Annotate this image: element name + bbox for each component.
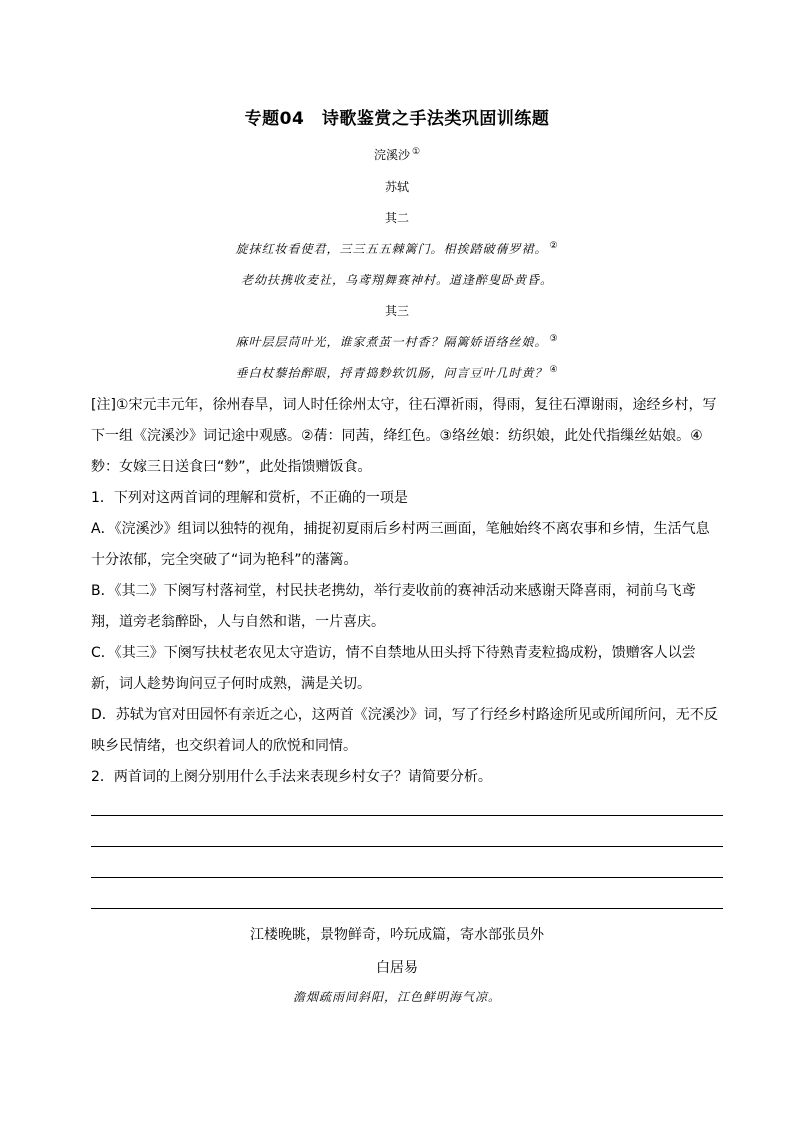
page-title: 专题04 诗歌鉴赏之手法类巩固训练题 bbox=[244, 109, 550, 129]
poem1-part3-line1-row bbox=[0, 333, 794, 350]
poem1-title: 浣溪沙 bbox=[373, 148, 410, 162]
poem1-part2-line2: 老幼扶携收麦社，乌鸢翔舞赛神村。道逢醉叟卧黄昏。 bbox=[240, 273, 553, 287]
poem1-part3-line2: 垂白杖藜抬醉眼，捋青捣麨软饥肠，问言豆叶几时黄？ bbox=[235, 366, 548, 380]
question2-stem: 2．两首词的上阕分别用什么手法来表现乡村女子？请简要分析。 bbox=[91, 769, 492, 785]
poem2-line1: 澹烟疏雨间斜阳，江色鲜明海气凉。 bbox=[292, 990, 501, 1004]
answer-line[interactable] bbox=[91, 877, 723, 878]
poem1-part2-heading: 其二 bbox=[384, 211, 409, 225]
poem1-part3-heading: 其三 bbox=[384, 304, 409, 318]
question1-option-c: C．《其三》下阕写扶杖老农见太守造访，情不自禁地从田头捋下待熟青麦粒捣成粉，馈赠客人以尝新，词人趁势询问豆子何时成熟，满是关切。 bbox=[91, 645, 696, 692]
poem-notes: [注]①宋元丰元年，徐州春旱，词人时任徐州太守，往石潭祈雨，得雨，复往石潭谢雨，途经乡村，写下一组《浣溪沙》词记途中观感。②蒨：同茜，绛红色。③络丝娘：纺织娘，此处代指缫丝姑娘。④麨：女嫁三日送食曰“麨”，此处指馈赠饭食。 bbox=[91, 397, 717, 475]
poem1-part3-line1: 麻叶层层苘叶光，谁家煮茧一村香？隔篱娇语络丝娘。 bbox=[235, 335, 548, 349]
answer-line[interactable] bbox=[91, 815, 723, 816]
body-section bbox=[91, 390, 723, 793]
poem2-author: 白居易 bbox=[376, 960, 418, 976]
question1-option-d: D．苏轼为官对田园怀有亲近之心，这两首《浣溪沙》词，写了行经乡村路途所见或所闻所问，无不反映乡民情绪，也交织着词人的欣悦和同情。 bbox=[91, 707, 718, 754]
poem1-part3-line1-mark: ③ bbox=[549, 334, 559, 344]
question1-option-b: B．《其二》下阕写村落祠堂，村民扶老携幼，举行麦收前的赛神活动来感谢天降喜雨，祠前乌飞鸢翔，道旁老翁醉卧，人与自然和谐，一片喜庆。 bbox=[91, 583, 696, 630]
poem1-title-footnote-mark: ① bbox=[411, 147, 421, 157]
question1-option-a: A．《浣溪沙》组词以独特的视角，捕捉初夏雨后乡村两三画面，笔触始终不离农事和乡情，生活气息十分浓郁，完全突破了“词为艳科”的藩篱。 bbox=[91, 521, 710, 568]
poem1-part3-line2-row bbox=[0, 364, 794, 381]
poem2-title: 江楼晚眺，景物鲜奇，吟玩成篇，寄水部张员外 bbox=[250, 927, 544, 943]
poem1-part2-line1: 旋抹红妆看使君，三三五五棘篱门。相挨踏破蒨罗裙。 bbox=[235, 242, 548, 256]
poem1-part2-line1-mark: ② bbox=[549, 241, 559, 251]
poem1-part3-line2-mark: ④ bbox=[549, 365, 559, 375]
answer-line[interactable] bbox=[91, 846, 723, 847]
question1-stem: 1．下列对这两首词的理解和赏析，不正确的一项是 bbox=[91, 490, 408, 506]
poem1-part2-line1-row bbox=[0, 240, 794, 257]
poem1-author: 苏轼 bbox=[384, 180, 409, 194]
poem1-title-row bbox=[0, 146, 794, 163]
answer-line[interactable] bbox=[91, 908, 723, 909]
